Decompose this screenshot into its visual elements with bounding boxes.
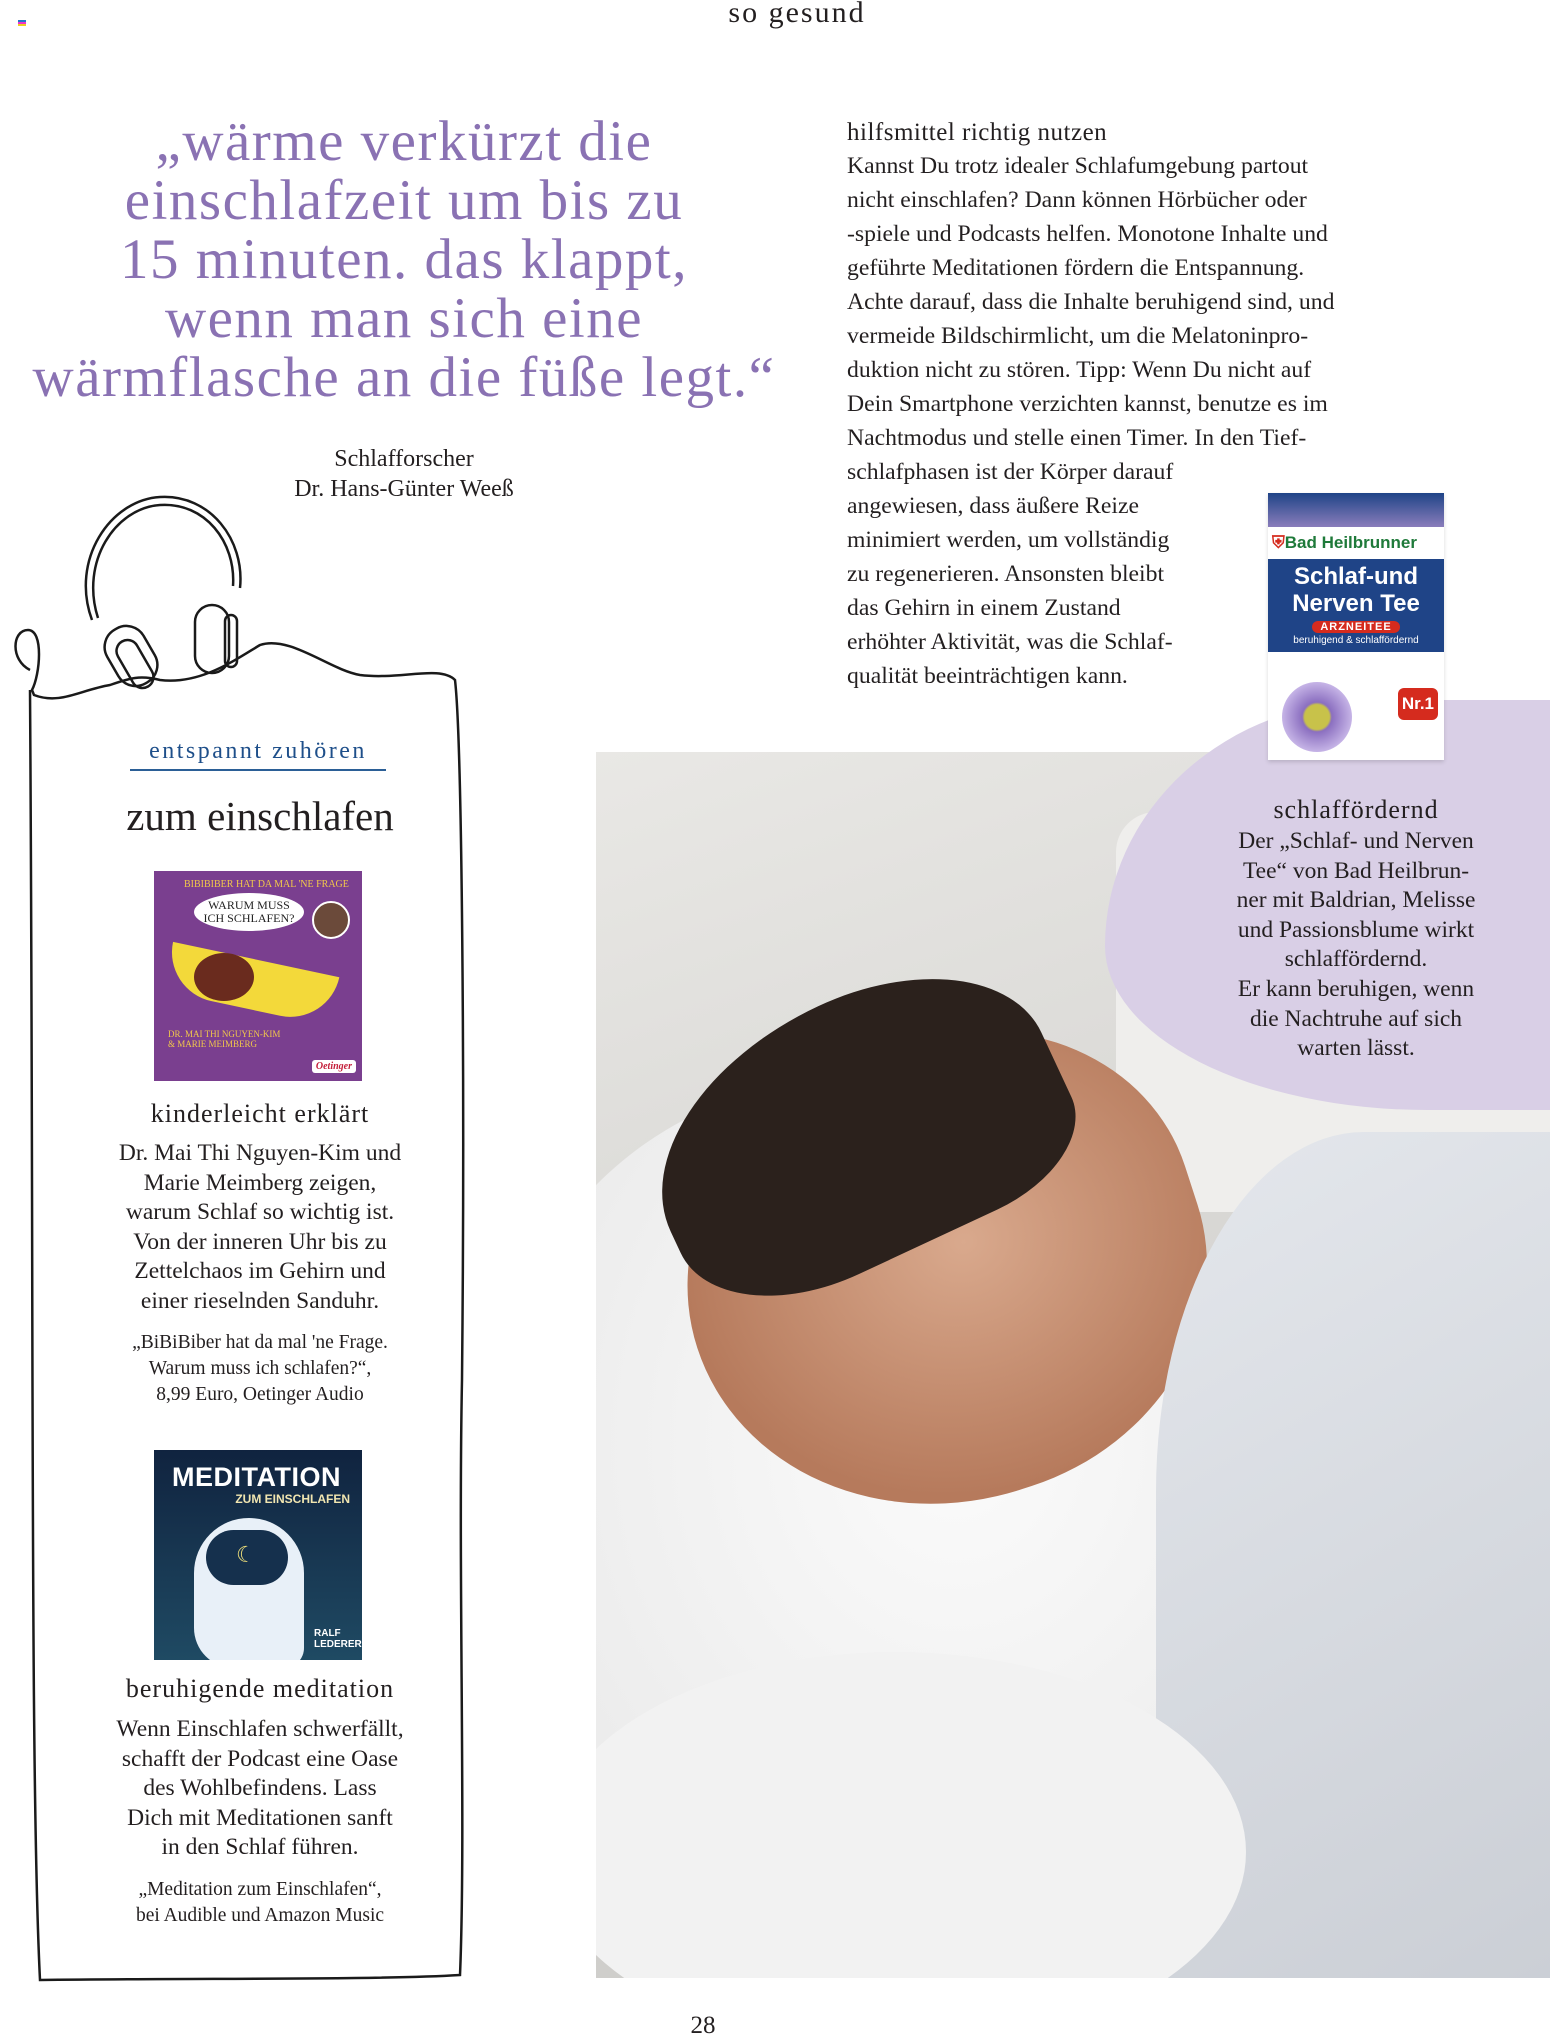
text-line: vermeide Bildschirmlicht, um die Melatoninpro- [847, 323, 1309, 349]
item-description [40, 1715, 480, 1863]
callout-heading: schlaffördernd [1273, 795, 1439, 824]
quote-line: einschlafzeit um bis zu [124, 169, 684, 232]
text-line: in den Schlaf führen. [161, 1834, 359, 1861]
tea-product-box[interactable] [1268, 493, 1444, 760]
text-line: warum Schlaf so wichtig ist. [125, 1199, 395, 1226]
text-line: geführte Meditationen fördern die Entspannung. [847, 255, 1305, 281]
pull-quote [0, 112, 808, 407]
text-line: duktion nicht zu stören. Tipp: Wenn Du nicht auf [847, 357, 1312, 383]
text-line: Kannst Du trotz idealer Schlafumgebung partout [847, 153, 1309, 179]
text-line: warten lässt. [1297, 1035, 1415, 1062]
publisher-logo: Oetinger [312, 1060, 356, 1073]
text-line: schlaffördernd. [1284, 946, 1428, 973]
nr1-seal: Nr.1 [1398, 688, 1438, 720]
product-name: Schlaf-und [1294, 563, 1418, 590]
product-badge: ARZNEITEE [1312, 621, 1399, 633]
quote-line: 15 minuten. das klappt, [119, 228, 688, 291]
cover-authors: DR. MAI THI NGUYEN-KIM & MARIE MEIMBERG [168, 1029, 281, 1049]
product-name: Nerven Tee [1292, 590, 1420, 617]
cover-subtitle: ZUM EINSCHLAFEN [235, 1492, 350, 1506]
text-line: schafft der Podcast eine Oase [121, 1745, 399, 1772]
text-line: des Wohlbefindens. Lass [143, 1775, 377, 1802]
product-claim: beruhigend & schlaffördernd [1293, 635, 1419, 646]
text-line: ner mit Baldrian, Melisse [1236, 887, 1476, 914]
text-line: Marie Meimberg zeigen, [143, 1169, 377, 1196]
moon-icon: ☾ [236, 1542, 256, 1567]
text-line: angewiesen, dass äußere Reize [847, 493, 1140, 519]
brand-shield-icon: ⛨ [1272, 533, 1285, 552]
box-top [1268, 493, 1444, 527]
audiobook-cover-bibibiber[interactable] [154, 871, 362, 1081]
quote-line: wärmflasche an die füße legt.“ [32, 346, 776, 409]
cover-title: MEDITATION [172, 1462, 341, 1492]
quote-line: wenn man sich eine [164, 287, 644, 350]
text-line: Tee“ von Bad Heilbrun- [1242, 857, 1470, 884]
box-kicker: entspannt zuhören [130, 738, 386, 771]
passionflower-illustration [1282, 682, 1352, 752]
article-heading: hilfsmittel richtig nutzen [847, 119, 1108, 146]
cover-author: RALF LEDERER [314, 1628, 362, 1650]
text-line: Achte darauf, dass die Inhalte beruhigend sind, und [847, 289, 1335, 315]
attribution-name: Dr. Hans-Günter Weeß [294, 476, 514, 502]
item-source [40, 1330, 480, 1408]
cover-series: BIBIBIBER HAT DA MAL 'NE FRAGE [184, 879, 349, 890]
text-line: erhöhter Aktivität, was die Schlaf- [847, 629, 1173, 655]
item-source [40, 1877, 480, 1929]
text-line: -spiele und Podcasts helfen. Monotone Inhalte und [847, 221, 1328, 247]
headphones-icon [86, 497, 241, 693]
text-line: die Nachtruhe auf sich [1249, 1005, 1463, 1032]
brand-name: Bad Heilbrunner [1284, 533, 1417, 552]
text-line: schlafphasen ist der Körper darauf [847, 459, 1174, 485]
text-line: Dein Smartphone verzichten kannst, benutze es im [847, 391, 1328, 417]
quote-line: „wärme verkürzt die [155, 110, 653, 173]
text-line: Zettelchaos im Gehirn und [134, 1258, 386, 1285]
text-line: Nachtmodus und stelle einen Timer. In den Tief- [847, 425, 1307, 451]
text-line: Warum muss ich schlafen?“, [148, 1358, 372, 1379]
text-line: Dr. Mai Thi Nguyen-Kim und [118, 1140, 402, 1166]
item-heading: beruhigende meditation [125, 1674, 395, 1703]
cover-title: WARUM MUSS ICH SCHLAFEN? [194, 893, 304, 931]
text-line: Er kann beruhigen, wenn [1237, 975, 1475, 1002]
product-callout [1170, 793, 1542, 1064]
text-line: Wenn Einschlafen schwerfällt, [116, 1716, 404, 1742]
item-heading: kinderleicht erklärt [150, 1099, 370, 1128]
text-line: „Meditation zum Einschlafen“, [138, 1879, 382, 1900]
text-line: Der „Schlaf- und Nerven [1238, 828, 1474, 854]
text-line: qualität beeinträchtigen kann. [847, 663, 1128, 689]
text-line: einer rieselnden Sanduhr. [140, 1287, 380, 1314]
podcast-cover-meditation[interactable] [154, 1450, 362, 1660]
text-line: und Passionsblume wirkt [1237, 916, 1475, 943]
box-title: zum einschlafen [126, 793, 394, 839]
authors-photo [312, 901, 350, 939]
section-title: so gesund [728, 0, 866, 29]
attribution-role: Schlafforscher [334, 446, 474, 472]
brand-logo [1268, 527, 1444, 559]
text-line: 8,99 Euro, Oetinger Audio [156, 1384, 364, 1405]
callout-body [1170, 827, 1542, 1064]
text-line: minimiert werden, um vollständig [847, 527, 1170, 553]
text-line: „BiBiBiber hat da mal 'ne Frage. [132, 1332, 388, 1353]
text-line: nicht einschlafen? Dann können Hörbücher oder [847, 187, 1307, 213]
text-line: das Gehirn in einem Zustand [847, 595, 1121, 621]
page-number: 28 [690, 2012, 716, 2039]
text-line: Dich mit Meditationen sanft [127, 1804, 393, 1831]
beaver-illustration [194, 953, 254, 1001]
text-line: Von der inneren Uhr bis zu [133, 1228, 387, 1255]
text-line: bei Audible und Amazon Music [135, 1905, 385, 1926]
item-description [40, 1139, 480, 1317]
product-label [1268, 559, 1444, 652]
text-line: zu regenerieren. Ansonsten bleibt [847, 561, 1165, 587]
